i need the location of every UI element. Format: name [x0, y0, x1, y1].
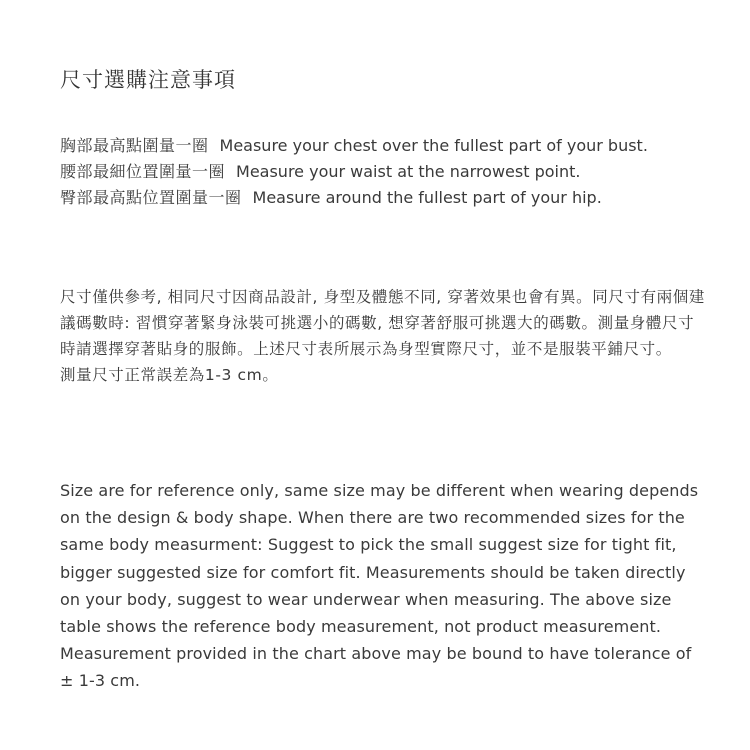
measure-hip-en: Measure around the fullest part of your hip.: [252, 188, 602, 207]
measure-item-chest: [60, 133, 720, 159]
measure-waist-zh: 腰部最細位置圍量一圈: [60, 162, 226, 181]
measure-chest-en: Measure your chest over the fullest part of your bust.: [219, 136, 648, 155]
measure-waist-en: Measure your waist at the narrowest point.: [236, 162, 581, 181]
measure-item-waist: [60, 159, 720, 185]
sizing-notes-english: Size are for reference only, same size may be different when wearing depends on the design & body shape. When there are two recommended sizes for the same body measurment: Suggest to pick the small suggest size for tight fit, bigger suggested size for comfort fit. Measurements should be taken directly on your body, suggest to wear underwear when measuring. The above size table shows the reference body measurement, not product measurement. Measurement provided in the chart above may be bound to have tolerance of ± 1-3 cm.: [60, 481, 699, 691]
page-title: 尺寸選購注意事項: [60, 68, 236, 92]
sizing-notes-chinese: 尺寸僅供參考, 相同尺寸因商品設計, 身型及體態不同, 穿著效果也會有異。同尺寸有兩個建議碼數時: 習慣穿著緊身泳裝可挑選小的碼數, 想穿著舒服可挑選大的碼數。測量身體尺寸時請選擇穿著貼身的服飾。上述尺寸表所展示為身型實際尺寸，並不是服裝平鋪尺寸。 測量尺寸正常誤差為1-3 cm。: [60, 288, 705, 384]
measure-item-hip: [60, 185, 720, 211]
measure-hip-zh: 臀部最高點位置圍量一圈: [60, 188, 242, 207]
measure-chest-zh: 胸部最高點圍量一圈: [60, 136, 209, 155]
measurement-instructions: [60, 133, 720, 211]
